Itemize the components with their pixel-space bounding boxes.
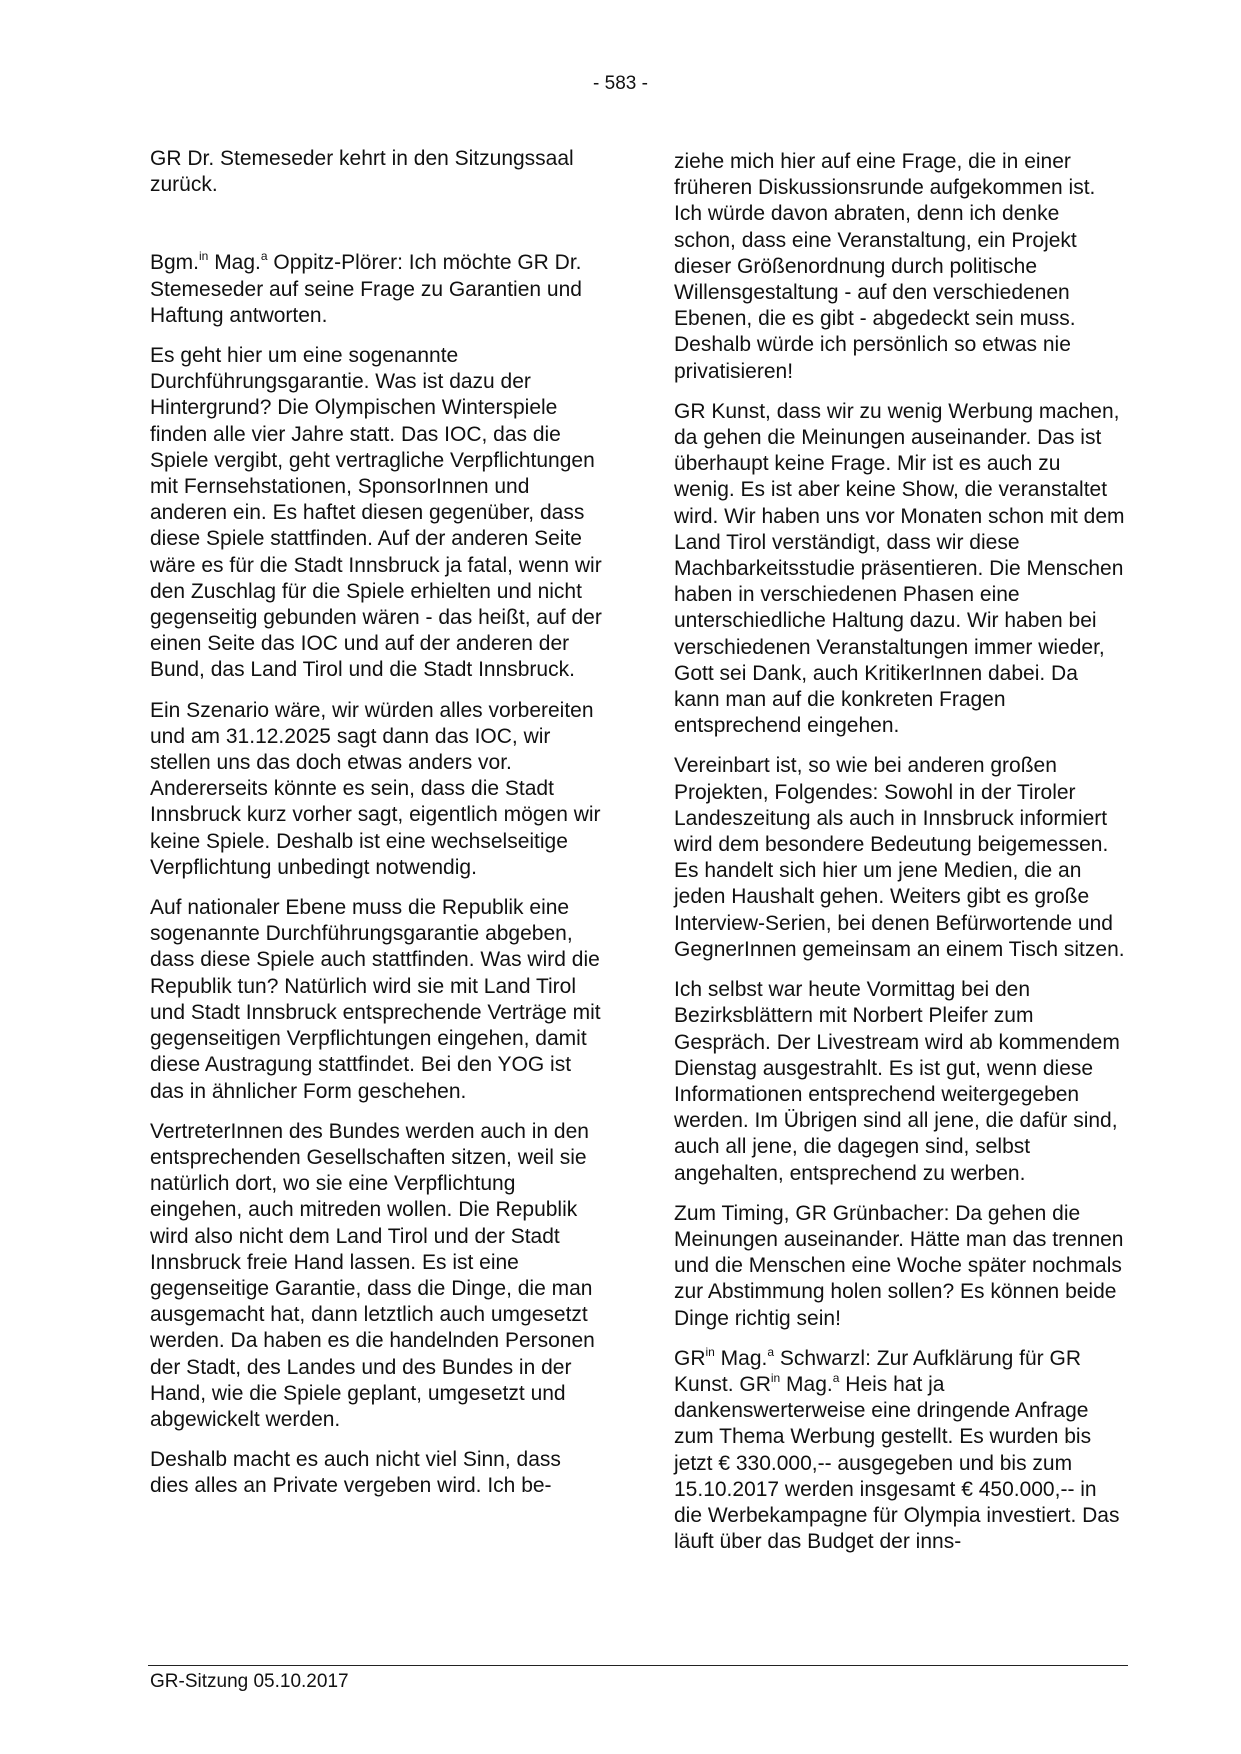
paragraph: Es geht hier um eine sogenannte Durchführungsgarantie. Was ist dazu der Hintergrund? Die Olympischen Winterspiele finden alle vier Jahre statt. Das IOC, das die Spiele vergibt, geht vertragliche Verpflichtungen mit Fernsehstationen, SponsorInnen und anderen ein. Es haftet diesen gegenüber, dass diese Spiele stattfinden. Auf der anderen Seite wäre es für die Stadt Innsbruck ja fatal, wenn wir den Zuschlag für die Spiele erhielten und nicht gegenseitig gebunden wären - das heißt, auf der einen Seite das IOC und auf der anderen der Bund, das Land Tirol und die Stadt Innsbruck. <box>150 344 602 682</box>
paragraph-text: Heis hat ja dankenswerterweise eine dringende Anfrage zum Thema Werbung gestellt. Es wurden bis jetzt € 330.000,-- ausgegeben und bis zum 15.10.2017 werden insgesamt € 450.000,-- in die Werbekampagne für Olympia investiert. Das läuft über das Budget der inns- <box>674 1372 1120 1554</box>
superscript: a <box>832 1370 840 1385</box>
speaker-title: Bgm. <box>150 251 200 275</box>
paragraph: GR Kunst, dass wir zu wenig Werbung machen, da gehen die Meinungen auseinander. Das ist überhaupt keine Frage. Mir ist es auch zu wenig. Es ist aber keine Show, die veranstaltet wird. Wir haben uns vor Monaten schon mit dem Land Tirol verständigt, dass wir diese Machbarkeitsstudie präsentieren. Die Menschen haben in verschiedenen Phasen eine unterschiedliche Haltung dazu. Wir haben bei verschiedenen Veranstaltungen immer wieder, Gott sei Dank, auch KritikerInnen dabei. Da kann man auf die konkreten Fragen entsprechend eingehen. <box>674 399 1125 738</box>
page-number: - 583 - <box>593 73 648 94</box>
paragraph: VertreterInnen des Bundes werden auch in den entsprechenden Gesellschaften sitzen, weil sie natürlich dort, wo sie eine Verpflichtung eingehen, auch mitreden wollen. Die Republik wird also nicht dem Land Tirol und der Stadt Innsbruck freie Hand lassen. Es ist eine gegenseitige Garantie, dass die Dinge, die man ausgemacht hat, dann letztlich auch umgesetzt werden. Da haben es die handelnden Personen der Stadt, des Landes und des Bundes in der Hand, wie die Spiele geplant, umgesetzt und abgewickelt werden. <box>150 1119 595 1431</box>
superscript: a <box>260 249 268 264</box>
superscript: in <box>199 249 209 264</box>
superscript: in <box>770 1370 781 1385</box>
paragraph <box>150 250 602 329</box>
paragraph: Auf nationaler Ebene muss die Republik eine sogenannte Durchführungsgarantie abgeben, dass diese Spiele auch stattfinden. Was wird die Republik tun? Natürlich wird sie mit Land Tirol und Stadt Innsbruck entsprechende Verträge mit gegenseitigen Verpflichtungen eingehen, damit diese Austragung stattfindet. Bei den YOG ist das in ähnlicher Form geschehen. <box>150 896 601 1103</box>
right-column <box>674 149 1126 1569</box>
paragraph: ziehe mich hier auf eine Frage, die in einer früheren Diskussionsrunde aufgekommen ist. Ich würde davon abraten, denn ich denke schon, dass eine Veranstaltung, ein Projekt dieser Größenordnung durch politische Willensgestaltung - auf den verschiedenen Ebenen, die es gibt - abgedeckt sein muss. Deshalb würde ich persönlich so etwas nie privatisieren! <box>674 150 1096 383</box>
speaker-title: Mag. <box>208 251 261 275</box>
paragraph <box>674 1346 1126 1556</box>
paragraph-text: Oppitz-Plörer: Ich möchte GR Dr. Stemeseder auf seine Frage zu Garantien und Haftung antworten. <box>150 251 582 327</box>
paragraph: Ich selbst war heute Vormittag bei den Bezirksblättern mit Norbert Pleifer zum Gespräch. Der Livestream wird ab kommendem Dienstag ausgestrahlt. Es ist gut, wenn diese Informationen entsprechend weitergegeben werden. Im Übrigen sind all jene, die dafür sind, auch all jene, die dagegen sind, selbst angehalten, entsprechend zu werben. <box>674 978 1120 1185</box>
footer-divider <box>148 1665 1128 1666</box>
speaker-title: Mag. <box>714 1346 768 1370</box>
superscript: a <box>767 1344 775 1359</box>
footer-text: GR-Sitzung 05.10.2017 <box>150 1671 349 1692</box>
paragraph-text: Schwarzl: Zur Aufklärung für GR Kunst. GR <box>674 1346 1082 1396</box>
speaker-title: GR <box>674 1346 706 1370</box>
paragraph: Ein Szenario wäre, wir würden alles vorbereiten und am 31.12.2025 sagt dann das IOC, wir stellen uns das doch etwas anders vor. Andererseits könnte es sein, dass die Stadt Innsbruck kurz vorher sagt, eigentlich mögen wir keine Spiele. Deshalb ist eine wechselseitige Verpflichtung unbedingt notwendig. <box>150 698 601 879</box>
paragraph: Deshalb macht es auch nicht viel Sinn, dass dies alles an Private vergeben wird. Ich be- <box>150 1448 561 1498</box>
superscript: in <box>705 1344 715 1359</box>
paragraph: GR Dr. Stemeseder kehrt in den Sitzungssaal zurück. <box>150 147 574 197</box>
paragraph: Zum Timing, GR Grünbacher: Da gehen die Meinungen auseinander. Hätte man das trennen und die Menschen eine Woche später nochmals zur Abstimmung holen sollen? Es können beide Dinge richtig sein! <box>674 1201 1124 1330</box>
speaker-title: Mag. <box>780 1372 833 1396</box>
left-column <box>150 146 602 1514</box>
paragraph: Vereinbart ist, so wie bei anderen großen Projekten, Folgendes: Sowohl in der Tiroler Landeszeitung als auch in Innsbruck informiert wird dem besondere Bedeutung beigemessen. Es handelt sich hier um jene Medien, die an jeden Haushalt gehen. Weiters gibt es große Interview-Serien, bei denen Befürwortende und GegnerInnen gemeinsam an einem Tisch sitzen. <box>674 754 1125 961</box>
